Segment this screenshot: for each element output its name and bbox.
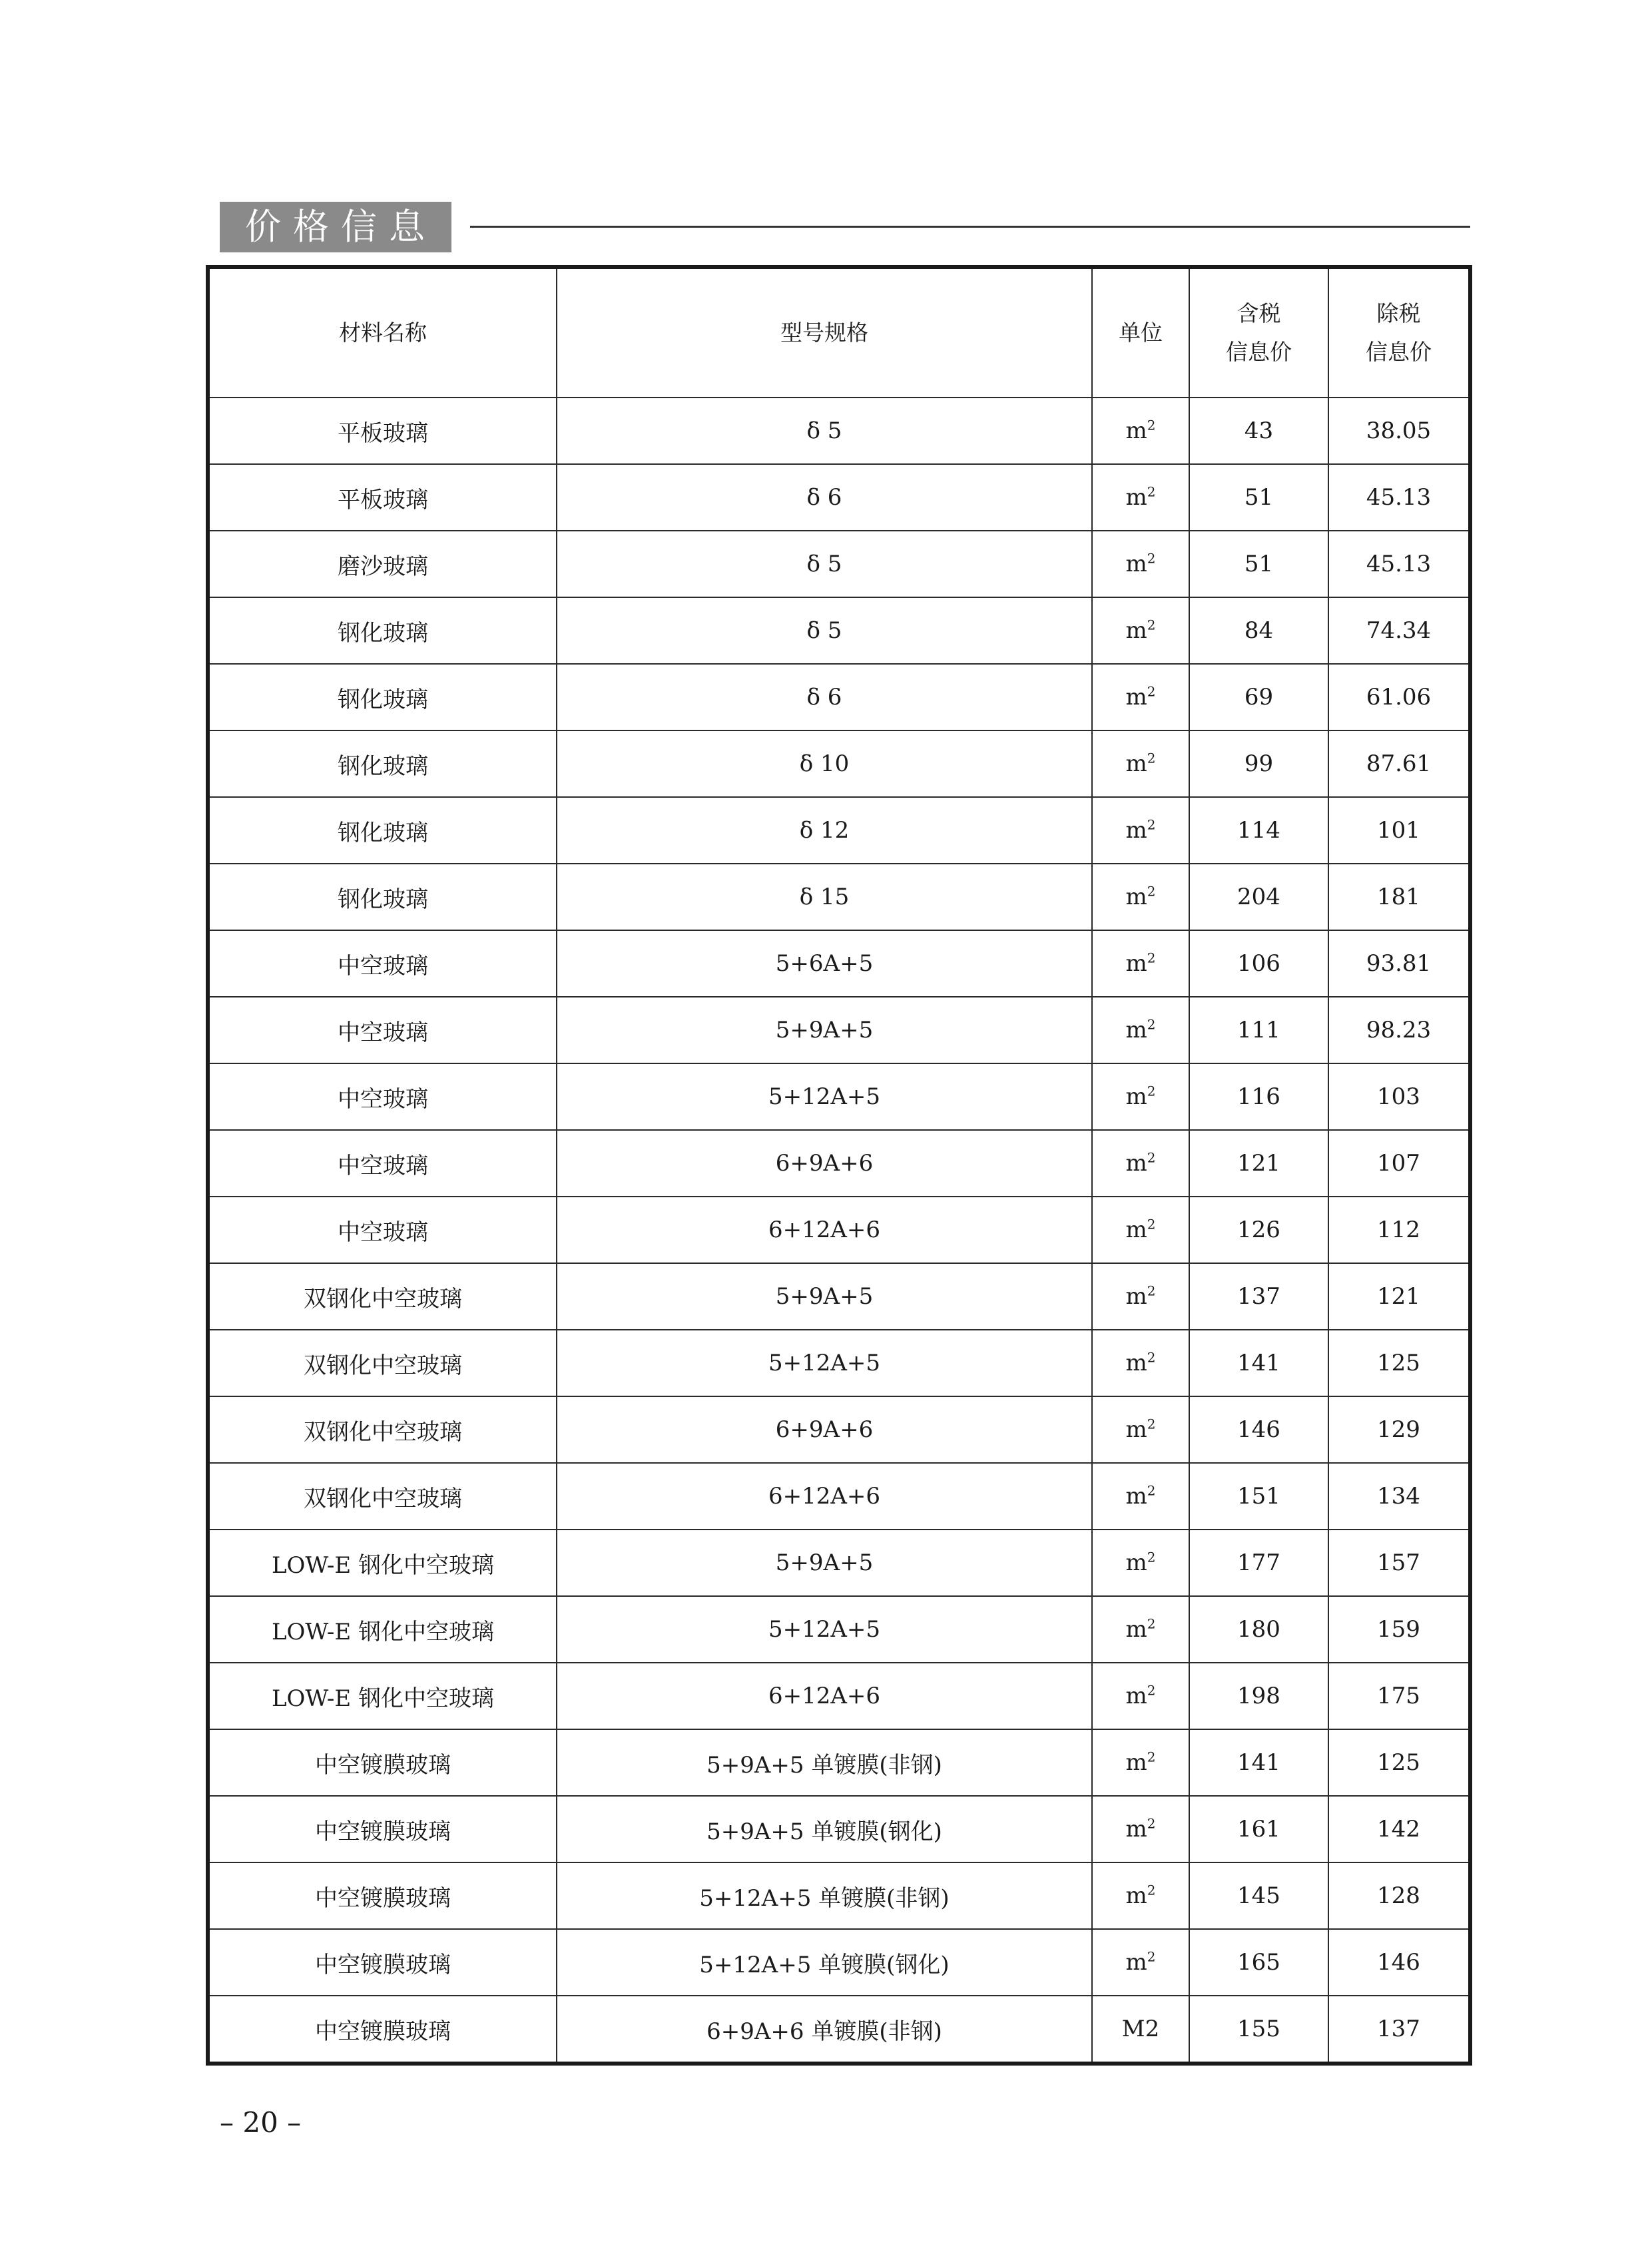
table-row bbox=[210, 730, 1468, 797]
unit-base: m bbox=[1125, 684, 1147, 710]
table-row bbox=[210, 1063, 1468, 1130]
unit-base: m bbox=[1125, 817, 1147, 844]
cell-spec: 6+12A+6 bbox=[557, 1663, 1092, 1729]
unit-base: m bbox=[1125, 1683, 1147, 1709]
cell-tax-excl: 121 bbox=[1328, 1263, 1468, 1330]
cell-tax-excl: 125 bbox=[1328, 1330, 1468, 1396]
cell-spec: 5+12A+5 bbox=[557, 1596, 1092, 1663]
cell-unit bbox=[1092, 1396, 1189, 1463]
cell-spec: δ 10 bbox=[557, 730, 1092, 797]
cell-tax-excl: 159 bbox=[1328, 1596, 1468, 1663]
cell-tax-excl: 129 bbox=[1328, 1396, 1468, 1463]
col-header-tax-incl-line1: 含税 bbox=[1237, 300, 1281, 326]
page-number: – 20 – bbox=[220, 2106, 302, 2139]
cell-spec: 5+12A+5 bbox=[557, 1330, 1092, 1396]
cell-unit bbox=[1092, 930, 1189, 997]
cell-unit bbox=[1092, 730, 1189, 797]
cell-unit bbox=[1092, 1796, 1189, 1862]
cell-unit bbox=[1092, 531, 1189, 597]
cell-name: 钢化玻璃 bbox=[210, 597, 557, 664]
col-header-tax-excl-line2: 信息价 bbox=[1366, 339, 1432, 365]
table-header-row bbox=[210, 269, 1468, 398]
cell-spec: 6+12A+6 bbox=[557, 1197, 1092, 1263]
cell-unit bbox=[1092, 1663, 1189, 1729]
cell-unit bbox=[1092, 1929, 1189, 1996]
cell-name: 钢化玻璃 bbox=[210, 797, 557, 864]
cell-spec: δ 15 bbox=[557, 864, 1092, 930]
cell-tax-incl: 204 bbox=[1189, 864, 1328, 930]
unit-base: m bbox=[1125, 1882, 1147, 1909]
cell-name: 钢化玻璃 bbox=[210, 664, 557, 730]
cell-tax-incl: 141 bbox=[1189, 1729, 1328, 1796]
table-row bbox=[210, 1396, 1468, 1463]
unit-base: m bbox=[1125, 617, 1147, 644]
cell-tax-incl: 155 bbox=[1189, 1996, 1328, 2062]
table-row bbox=[210, 797, 1468, 864]
cell-unit bbox=[1092, 1996, 1189, 2062]
table-row bbox=[210, 464, 1468, 531]
cell-tax-incl: 165 bbox=[1189, 1929, 1328, 1996]
col-header-name: 材料名称 bbox=[210, 269, 557, 398]
cell-tax-incl: 146 bbox=[1189, 1396, 1328, 1463]
cell-name: 中空镀膜玻璃 bbox=[210, 1862, 557, 1929]
cell-tax-incl: 84 bbox=[1189, 597, 1328, 664]
cell-unit bbox=[1092, 1263, 1189, 1330]
cell-unit bbox=[1092, 1862, 1189, 1929]
cell-spec: δ 6 bbox=[557, 664, 1092, 730]
section-header: 价格信息 bbox=[220, 202, 451, 252]
unit-base: m bbox=[1125, 1083, 1147, 1110]
cell-name: LOW-E 钢化中空玻璃 bbox=[210, 1663, 557, 1729]
cell-tax-excl: 146 bbox=[1328, 1929, 1468, 1996]
unit-base: m bbox=[1125, 484, 1147, 511]
cell-name: 磨沙玻璃 bbox=[210, 531, 557, 597]
table-row bbox=[210, 398, 1468, 464]
cell-tax-excl: 181 bbox=[1328, 864, 1468, 930]
unit-superscript: 2 bbox=[1147, 683, 1156, 700]
cell-spec: 5+9A+5 bbox=[557, 997, 1092, 1063]
unit-superscript: 2 bbox=[1147, 950, 1156, 966]
table-row bbox=[210, 1463, 1468, 1530]
cell-tax-incl: 43 bbox=[1189, 398, 1328, 464]
cell-spec: 6+9A+6 单镀膜(非钢) bbox=[557, 1996, 1092, 2062]
unit-superscript: 2 bbox=[1147, 1749, 1156, 1765]
cell-tax-incl: 99 bbox=[1189, 730, 1328, 797]
unit-base: m bbox=[1125, 1416, 1147, 1443]
unit-base: m bbox=[1125, 551, 1147, 577]
cell-tax-excl: 107 bbox=[1328, 1130, 1468, 1197]
unit-superscript: 2 bbox=[1147, 1615, 1156, 1632]
cell-unit bbox=[1092, 1130, 1189, 1197]
cell-tax-incl: 145 bbox=[1189, 1862, 1328, 1929]
cell-name: LOW-E 钢化中空玻璃 bbox=[210, 1530, 557, 1596]
unit-superscript: 2 bbox=[1147, 1083, 1156, 1099]
cell-tax-excl: 87.61 bbox=[1328, 730, 1468, 797]
cell-unit bbox=[1092, 464, 1189, 531]
cell-tax-incl: 114 bbox=[1189, 797, 1328, 864]
cell-name: 平板玻璃 bbox=[210, 464, 557, 531]
cell-unit bbox=[1092, 864, 1189, 930]
cell-name: 钢化玻璃 bbox=[210, 864, 557, 930]
cell-tax-excl: 157 bbox=[1328, 1530, 1468, 1596]
cell-spec: 6+9A+6 bbox=[557, 1130, 1092, 1197]
cell-tax-excl: 101 bbox=[1328, 797, 1468, 864]
unit-base: m bbox=[1125, 1550, 1147, 1576]
cell-spec: 6+9A+6 bbox=[557, 1396, 1092, 1463]
cell-tax-excl: 142 bbox=[1328, 1796, 1468, 1862]
cell-name: 双钢化中空玻璃 bbox=[210, 1263, 557, 1330]
cell-tax-incl: 177 bbox=[1189, 1530, 1328, 1596]
cell-tax-incl: 51 bbox=[1189, 464, 1328, 531]
table-row bbox=[210, 597, 1468, 664]
cell-tax-incl: 126 bbox=[1189, 1197, 1328, 1263]
unit-base: m bbox=[1125, 884, 1147, 910]
cell-tax-incl: 161 bbox=[1189, 1796, 1328, 1862]
cell-tax-incl: 51 bbox=[1189, 531, 1328, 597]
unit-base: m bbox=[1125, 418, 1147, 444]
unit-base: m bbox=[1125, 1483, 1147, 1510]
cell-spec: 5+12A+5 bbox=[557, 1063, 1092, 1130]
unit-base: M2 bbox=[1121, 2016, 1160, 2042]
cell-unit bbox=[1092, 1063, 1189, 1130]
cell-tax-excl: 61.06 bbox=[1328, 664, 1468, 730]
table-row bbox=[210, 997, 1468, 1063]
cell-spec: 5+12A+5 单镀膜(非钢) bbox=[557, 1862, 1092, 1929]
cell-unit bbox=[1092, 1463, 1189, 1530]
table-row bbox=[210, 1996, 1468, 2062]
cell-name: 双钢化中空玻璃 bbox=[210, 1396, 557, 1463]
table-row bbox=[210, 1663, 1468, 1729]
cell-tax-excl: 134 bbox=[1328, 1463, 1468, 1530]
cell-name: 中空镀膜玻璃 bbox=[210, 1929, 557, 1996]
cell-unit bbox=[1092, 1330, 1189, 1396]
unit-base: m bbox=[1125, 1616, 1147, 1643]
cell-tax-incl: 121 bbox=[1189, 1130, 1328, 1197]
table-row bbox=[210, 664, 1468, 730]
table-row bbox=[210, 1596, 1468, 1663]
cell-tax-excl: 38.05 bbox=[1328, 398, 1468, 464]
cell-unit bbox=[1092, 1530, 1189, 1596]
col-header-tax-incl-line2: 信息价 bbox=[1226, 339, 1292, 365]
cell-tax-excl: 175 bbox=[1328, 1663, 1468, 1729]
unit-superscript: 2 bbox=[1147, 417, 1156, 433]
col-header-spec: 型号规格 bbox=[557, 269, 1092, 398]
table-row bbox=[210, 1197, 1468, 1263]
unit-superscript: 2 bbox=[1147, 1482, 1156, 1499]
col-header-tax-excl-line1: 除税 bbox=[1376, 300, 1421, 326]
cell-tax-excl: 45.13 bbox=[1328, 531, 1468, 597]
cell-spec: 5+9A+5 单镀膜(钢化) bbox=[557, 1796, 1092, 1862]
cell-tax-excl: 98.23 bbox=[1328, 997, 1468, 1063]
cell-spec: 5+9A+5 bbox=[557, 1263, 1092, 1330]
cell-name: 双钢化中空玻璃 bbox=[210, 1463, 557, 1530]
cell-tax-incl: 69 bbox=[1189, 664, 1328, 730]
table-row bbox=[210, 1729, 1468, 1796]
unit-superscript: 2 bbox=[1147, 483, 1156, 500]
cell-tax-incl: 111 bbox=[1189, 997, 1328, 1063]
cell-spec: δ 6 bbox=[557, 464, 1092, 531]
unit-superscript: 2 bbox=[1147, 1282, 1156, 1299]
cell-unit bbox=[1092, 1729, 1189, 1796]
cell-tax-excl: 93.81 bbox=[1328, 930, 1468, 997]
unit-superscript: 2 bbox=[1147, 883, 1156, 900]
unit-superscript: 2 bbox=[1147, 1016, 1156, 1033]
cell-unit bbox=[1092, 997, 1189, 1063]
table-row bbox=[210, 1862, 1468, 1929]
table-row bbox=[210, 531, 1468, 597]
cell-spec: δ 5 bbox=[557, 531, 1092, 597]
cell-tax-incl: 151 bbox=[1189, 1463, 1328, 1530]
unit-base: m bbox=[1125, 1017, 1147, 1043]
col-header-tax-excl bbox=[1328, 269, 1468, 398]
cell-unit bbox=[1092, 1596, 1189, 1663]
cell-spec: 6+12A+6 bbox=[557, 1463, 1092, 1530]
unit-base: m bbox=[1125, 1350, 1147, 1376]
cell-spec: δ 5 bbox=[557, 398, 1092, 464]
unit-superscript: 2 bbox=[1147, 1349, 1156, 1366]
unit-superscript: 2 bbox=[1147, 1815, 1156, 1832]
table-body bbox=[210, 398, 1468, 2062]
cell-tax-incl: 180 bbox=[1189, 1596, 1328, 1663]
cell-tax-incl: 198 bbox=[1189, 1663, 1328, 1729]
unit-superscript: 2 bbox=[1147, 1948, 1156, 1965]
cell-name: 中空玻璃 bbox=[210, 997, 557, 1063]
cell-spec: 5+9A+5 bbox=[557, 1530, 1092, 1596]
table-row bbox=[210, 1263, 1468, 1330]
unit-superscript: 2 bbox=[1147, 1682, 1156, 1699]
unit-superscript: 2 bbox=[1147, 550, 1156, 567]
price-table bbox=[210, 269, 1468, 2062]
cell-name: 中空镀膜玻璃 bbox=[210, 1729, 557, 1796]
cell-unit bbox=[1092, 797, 1189, 864]
cell-name: 中空玻璃 bbox=[210, 1063, 557, 1130]
unit-superscript: 2 bbox=[1147, 617, 1156, 633]
price-table-frame bbox=[206, 265, 1472, 2066]
cell-unit bbox=[1092, 664, 1189, 730]
cell-unit bbox=[1092, 398, 1189, 464]
cell-name: 中空镀膜玻璃 bbox=[210, 1996, 557, 2062]
cell-tax-excl: 103 bbox=[1328, 1063, 1468, 1130]
cell-name: 中空玻璃 bbox=[210, 1130, 557, 1197]
cell-spec: δ 12 bbox=[557, 797, 1092, 864]
cell-name: LOW-E 钢化中空玻璃 bbox=[210, 1596, 557, 1663]
cell-tax-excl: 125 bbox=[1328, 1729, 1468, 1796]
unit-superscript: 2 bbox=[1147, 1416, 1156, 1432]
unit-base: m bbox=[1125, 950, 1147, 977]
unit-superscript: 2 bbox=[1147, 1149, 1156, 1166]
unit-base: m bbox=[1125, 1217, 1147, 1243]
cell-name: 中空镀膜玻璃 bbox=[210, 1796, 557, 1862]
cell-unit bbox=[1092, 597, 1189, 664]
cell-name: 双钢化中空玻璃 bbox=[210, 1330, 557, 1396]
cell-tax-excl: 74.34 bbox=[1328, 597, 1468, 664]
unit-superscript: 2 bbox=[1147, 816, 1156, 833]
unit-superscript: 2 bbox=[1147, 1882, 1156, 1898]
header-rule bbox=[470, 226, 1470, 228]
unit-base: m bbox=[1125, 1150, 1147, 1177]
cell-tax-incl: 106 bbox=[1189, 930, 1328, 997]
cell-tax-excl: 128 bbox=[1328, 1862, 1468, 1929]
cell-tax-incl: 137 bbox=[1189, 1263, 1328, 1330]
table-row bbox=[210, 1330, 1468, 1396]
cell-tax-excl: 112 bbox=[1328, 1197, 1468, 1263]
col-header-unit: 单位 bbox=[1092, 269, 1189, 398]
cell-spec: 5+12A+5 单镀膜(钢化) bbox=[557, 1929, 1092, 1996]
table-row bbox=[210, 1530, 1468, 1596]
table-row bbox=[210, 930, 1468, 997]
unit-base: m bbox=[1125, 750, 1147, 777]
unit-base: m bbox=[1125, 1749, 1147, 1776]
cell-spec: 5+9A+5 单镀膜(非钢) bbox=[557, 1729, 1092, 1796]
unit-superscript: 2 bbox=[1147, 1549, 1156, 1565]
table-row bbox=[210, 1796, 1468, 1862]
cell-name: 中空玻璃 bbox=[210, 930, 557, 997]
table-row bbox=[210, 1130, 1468, 1197]
unit-base: m bbox=[1125, 1816, 1147, 1842]
unit-superscript: 2 bbox=[1147, 1216, 1156, 1233]
cell-tax-incl: 141 bbox=[1189, 1330, 1328, 1396]
cell-tax-excl: 137 bbox=[1328, 1996, 1468, 2062]
cell-name: 钢化玻璃 bbox=[210, 730, 557, 797]
cell-spec: δ 5 bbox=[557, 597, 1092, 664]
cell-tax-excl: 45.13 bbox=[1328, 464, 1468, 531]
table-row bbox=[210, 1929, 1468, 1996]
cell-name: 平板玻璃 bbox=[210, 398, 557, 464]
table-row bbox=[210, 864, 1468, 930]
cell-unit bbox=[1092, 1197, 1189, 1263]
cell-spec: 5+6A+5 bbox=[557, 930, 1092, 997]
cell-name: 中空玻璃 bbox=[210, 1197, 557, 1263]
cell-tax-incl: 116 bbox=[1189, 1063, 1328, 1130]
unit-superscript: 2 bbox=[1147, 750, 1156, 766]
col-header-tax-incl bbox=[1189, 269, 1328, 398]
unit-base: m bbox=[1125, 1949, 1147, 1976]
unit-base: m bbox=[1125, 1283, 1147, 1310]
